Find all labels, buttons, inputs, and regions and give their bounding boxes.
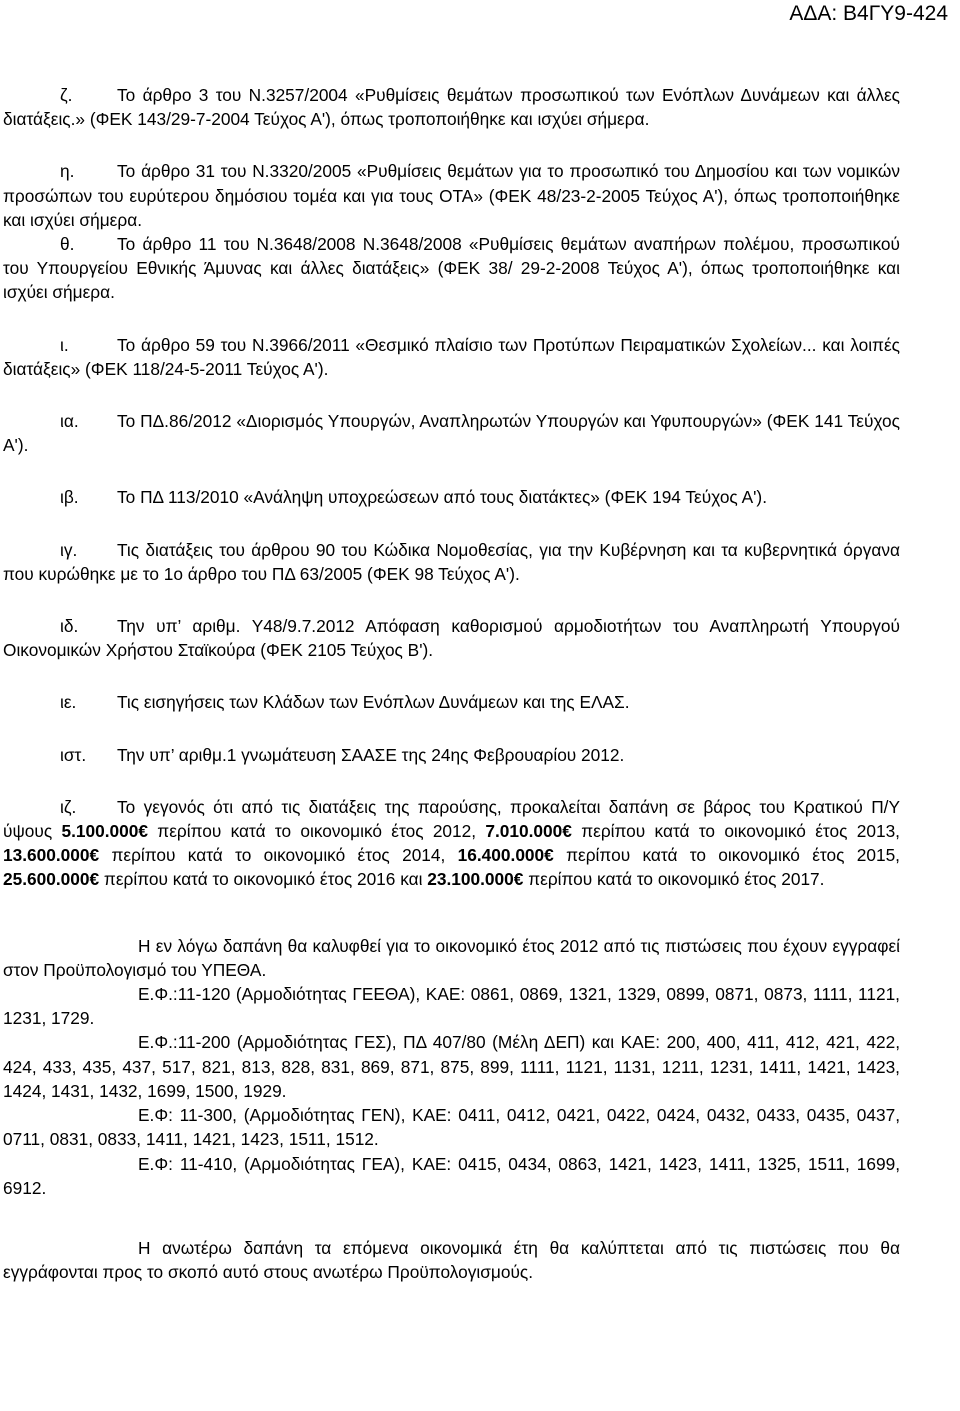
amount-2017: 23.100.000	[427, 869, 514, 890]
item-label: ιβ.	[60, 487, 79, 508]
item-label: ι.	[60, 334, 69, 355]
ada-code: ΑΔΑ: Β4ΓΥ9-424	[789, 2, 948, 25]
item-label: ιδ.	[60, 616, 79, 637]
list-item	[3, 232, 900, 305]
list-item	[3, 538, 900, 586]
budget-line-ges: Ε.Φ.:11-200 (Αρμοδιότητας ΓΕΣ), ΠΔ 407/80 (Μέλη ΔΕΠ) και ΚΑΕ: 200, 400, 411, 412, 421, 422, 424, 433, 435, 437, 517, 821, 813, 828, 831, 869, 871, 875, 899, 1111, 1121, 1131, 1211, 1231, 1411, 1421, 1423, 1424, 1431, 1432, 1699, 1500, 1929.	[3, 1032, 900, 1101]
list-item	[3, 690, 900, 714]
amount-2016: 25.600.000	[3, 869, 90, 890]
item-text: Την υπ’ αριθμ.1 γνωμάτευση ΣΑΑΣΕ της 24ης Φεβρουαρίου 2012.	[117, 744, 625, 765]
list-item-cost	[3, 795, 900, 892]
item-text: Την υπ’ αριθμ. Υ48/9.7.2012 Απόφαση καθορισμού αρμοδιοτήτων του Αναπληρωτή Υπουργού Οικονομικών Χρήστου Σταϊκούρα (ΦΕΚ 2105 Τεύχος Β').	[3, 616, 900, 661]
item-label: ιγ.	[60, 539, 78, 560]
cost-coverage-paragraph: Η εν λόγω δαπάνη θα καλυφθεί για το οικονομικό έτος 2012 από τις πιστώσεις που έχουν εγγραφεί στον Προϋπολογισμό του ΥΠΕΘΑ.	[3, 935, 900, 980]
item-text: Το ΠΔ.86/2012 «Διορισμός Υπουργών, Αναπληρωτών Υπουργών και Υφυπουργών» (ΦΕΚ 141 Τεύχος Α').	[3, 411, 900, 456]
list-item	[3, 409, 900, 457]
list-item	[3, 159, 900, 232]
item-text: Το άρθρο 11 του Ν.3648/2008 Ν.3648/2008 «Ρυθμίσεις θεμάτων αναπήρων πολέμου, προσωπικού του Υπουργείου Εθνικής Άμυνας και άλλες διατάξεις» (ΦΕΚ 38/ 29-2-2008 Τεύχος Α'), όπως τροποποιήθηκε και ισχύει σήμερα.	[3, 234, 900, 303]
euro-icon: €	[544, 845, 554, 866]
list-item	[3, 83, 900, 131]
list-item	[3, 485, 900, 509]
cost-text: περίπου κατά το οικονομικό έτος 2012,	[147, 821, 486, 842]
item-label: η.	[60, 161, 75, 182]
item-label: θ.	[60, 234, 75, 255]
future-years-paragraph: Η ανωτέρω δαπάνη τα επόμενα οικονομικά έτη θα καλύπτεται από τις πιστώσεις που θα εγγράφονται προς το σκοπό αυτό στους ανωτέρω Προϋπολογισμούς.	[3, 1237, 900, 1283]
amount-2013: 7.010.000	[485, 821, 563, 842]
item-text: Το ΠΔ 113/2010 «Ανάληψη υποχρεώσεων από τους διατάκτες» (ΦΕΚ 194 Τεύχος Α').	[117, 487, 767, 508]
list-item	[3, 614, 900, 662]
item-text: Τις διατάξεις του άρθρου 90 του Κώδικα Νομοθεσίας, για την Κυβέρνηση και τα κυβερνητικά όργανα που κυρώθηκε με το 1ο άρθρο του ΠΔ 63/2005 (ΦΕΚ 98 Τεύχος Α').	[3, 539, 900, 584]
document-body	[3, 83, 900, 1284]
euro-icon: €	[138, 821, 148, 842]
item-label: ζ.	[60, 85, 73, 105]
list-item	[3, 333, 900, 381]
item-text: Τις εισηγήσεις των Κλάδων των Ενόπλων Δυνάμεων και της ΕΛΑΣ.	[117, 692, 630, 713]
euro-icon: €	[89, 869, 100, 890]
item-text: Το άρθρο 59 του Ν.3966/2011 «Θεσμικό πλαίσιο των Προτύπων Πειραματικών Σχολείων... και λοιπές διατάξεις» (ΦΕΚ 118/24-5-2011 Τεύχος Α').	[3, 334, 900, 379]
item-text: Το άρθρο 3 του Ν.3257/2004 «Ρυθμίσεις θεμάτων προσωπικού των Ενόπλων Δυνάμεων και άλλες διατάξεις.» (ΦΕΚ 143/29-7-2004 Τεύχος Α'), όπως τροποποιήθηκε και ισχύει σήμερα.	[3, 85, 900, 130]
cost-text: περίπου κατά το οικονομικό έτος 2016 και	[99, 869, 428, 890]
item-text: Το άρθρο 31 του Ν.3320/2005 «Ρυθμίσεις θεμάτων για το προσωπικό του Δημοσίου και των νομικών προσώπων του ευρύτερου δημόσιου τομέα και για τους ΟΤΑ» (ΦΕΚ 48/23-2-2005 Τεύχος Α'), όπως τροποποιήθηκε και ισχύει σήμερα.	[3, 161, 900, 230]
amount-2014: 13.600.000	[3, 845, 90, 866]
item-label: ιε.	[60, 692, 77, 713]
euro-icon: €	[562, 821, 572, 842]
euro-icon: €	[513, 869, 524, 890]
cost-text: περίπου κατά το οικονομικό έτος 2017.	[523, 869, 825, 890]
budget-line-geetha: Ε.Φ.:11-120 (Αρμοδιότητας ΓΕΕΘΑ), ΚΑΕ: 0861, 0869, 1321, 1329, 0899, 0871, 0873, 1111, 1121, 1231, 1729.	[3, 984, 900, 1029]
euro-icon: €	[89, 845, 100, 866]
budget-line-gea: Ε.Φ: 11-410, (Αρμοδιότητας ΓΕΑ), ΚΑΕ: 0415, 0434, 0863, 1421, 1423, 1411, 1325, 1511, 1699, 6912.	[3, 1153, 900, 1198]
list-item	[3, 743, 900, 767]
item-label: ιστ.	[60, 744, 87, 765]
amount-2012: 5.100.000	[61, 821, 139, 842]
budget-line-gen: Ε.Φ: 11-300, (Αρμοδιότητας ΓΕΝ), ΚΑΕ: 0411, 0412, 0421, 0422, 0424, 0432, 0433, 0435, 0437, 0711, 0831, 0833, 1411, 1421, 1423, 1511, 1512.	[3, 1105, 900, 1150]
cost-text: Το γεγονός ότι από τις διατάξεις της παρούσης, προκαλείται δαπάνη σε βάρος του Κρατικού Π/Υ ύψους	[3, 796, 900, 842]
cost-text: περίπου κατά το οικονομικό έτος 2014,	[99, 845, 458, 866]
cost-text: περίπου κατά το οικονομικό έτος 2013,	[571, 821, 900, 842]
amount-2015: 16.400.000	[457, 845, 545, 866]
item-label: ιζ.	[60, 796, 77, 817]
cost-text: περίπου κατά το οικονομικό έτος 2015,	[553, 845, 900, 866]
item-label: ια.	[60, 411, 79, 432]
